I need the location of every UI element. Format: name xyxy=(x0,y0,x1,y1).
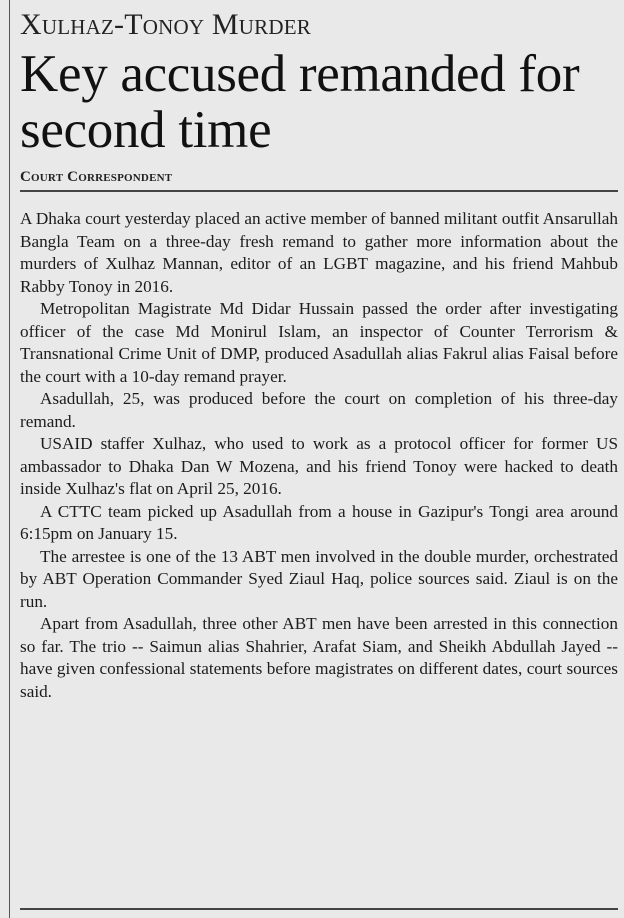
article-body xyxy=(20,208,618,703)
article-kicker: Xulhaz-Tonoy Murder xyxy=(20,8,311,41)
article-paragraph: Metropolitan Magistrate Md Didar Hussain passed the order after investigating officer of the case Md Monirul Islam, an inspector of Counter Terrorism & Transnational Crime Unit of DMP, produced Asadullah alias Fakrul alias Faisal before the court with a 10-day remand prayer. xyxy=(20,299,618,386)
article-paragraph: Apart from Asadullah, three other ABT men have been arrested in this connection so far. The trio -- Saimun alias Shahrier, Arafat Siam, and Sheikh Abdullah Jayed -- have given confessional statements before magistrates on different dates, court sources said. xyxy=(20,614,618,701)
article-byline: Court Correspondent xyxy=(20,169,173,185)
news-article xyxy=(20,6,618,703)
byline-divider xyxy=(20,190,618,192)
article-paragraph: A Dhaka court yesterday placed an active member of banned militant outfit Ansarullah Bangla Team on a three-day fresh remand to gather more information about the murders of Xulhaz Mannan, editor of an LGBT magazine, and his friend Mahbub Rabby Tonoy in 2016. xyxy=(20,209,618,296)
article-bottom-rule xyxy=(20,908,618,910)
article-paragraph: A CTTC team picked up Asadullah from a house in Gazipur's Tongi area around 6:15pm on January 15. xyxy=(20,501,618,543)
article-paragraph: Asadullah, 25, was produced before the court on completion of his three-day remand. xyxy=(20,389,618,431)
article-paragraph: The arrestee is one of the 13 ABT men involved in the double murder, orchestrated by ABT Operation Commander Syed Ziaul Haq, police sources said. Ziaul is on the run. xyxy=(20,546,618,611)
column-rule-left xyxy=(9,0,10,918)
article-headline: Key accused remanded for second time xyxy=(20,45,580,159)
article-paragraph: USAID staffer Xulhaz, who used to work as a protocol officer for former US ambassador to Dhaka Dan W Mozena, and his friend Tonoy were hacked to death inside Xulhaz's flat on April 25, 2016. xyxy=(20,434,618,498)
